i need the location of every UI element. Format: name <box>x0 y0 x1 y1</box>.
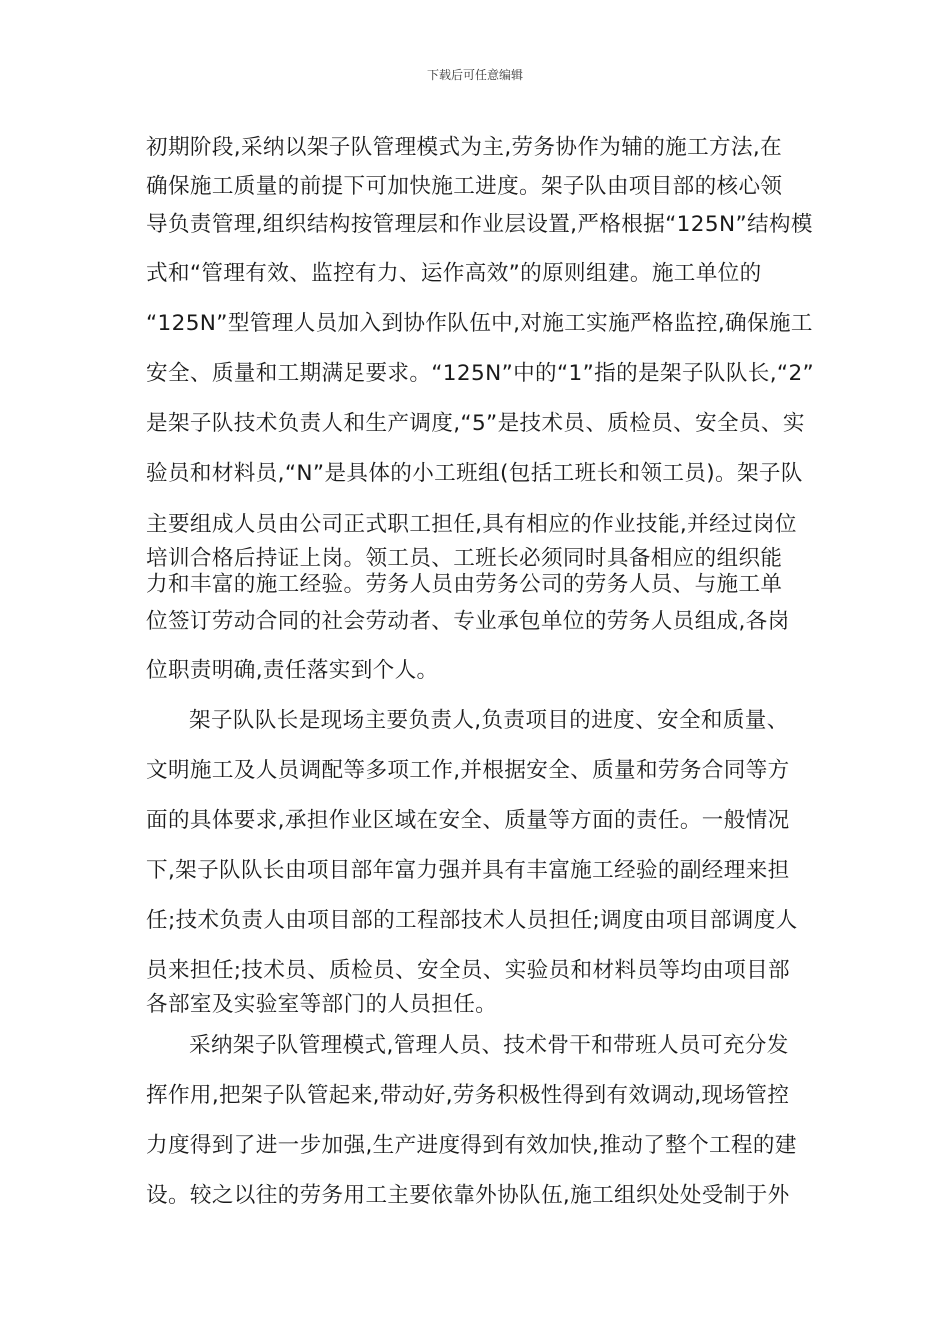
text-line: 文明施工及人员调配等多项工作,并根据安全、质量和劳务合同等方 <box>146 758 790 783</box>
text-line: 各部室及实验室等部门的人员担任。 <box>146 992 498 1017</box>
text-line: 安全、质量和工期满足要求。“125N”中的“1”指的是架子队队长,“2” <box>146 361 815 386</box>
text-line: 员来担任;技术员、质检员、安全员、实验员和材料员等均由项目部 <box>146 958 790 983</box>
paragraph-first-line: 架子队队长是现场主要负责人,负责项目的进度、安全和质量、 <box>189 708 789 733</box>
text-line: 下,架子队队长由项目部年富力强并具有丰富施工经验的副经理来担 <box>146 858 790 883</box>
text-line: 式和“管理有效、监控有力、运作高效”的原则组建。施工单位的 <box>146 261 762 286</box>
text-line: “125N”型管理人员加入到协作队伍中,对施工实施严格监控,确保施工 <box>146 311 813 336</box>
text-line: 位职责明确,责任落实到个人。 <box>146 658 439 683</box>
text-line: 导负责管理,组织结构按管理层和作业层设置,严格根据“125N”结构模 <box>146 212 813 237</box>
page-header: 下载后可任意编辑 <box>426 68 523 82</box>
text-line: 面的具体要求,承担作业区域在安全、质量等方面的责任。一般情况 <box>146 808 790 833</box>
text-line: 设。较之以往的劳务用工主要依靠外协队伍,施工组织处处受制于外 <box>146 1183 790 1208</box>
text-line: 挥作用,把架子队管起来,带动好,劳务积极性得到有效调动,现场管控 <box>146 1083 790 1108</box>
text-line: 任;技术负责人由项目部的工程部技术人员担任;调度由项目部调度人 <box>146 908 798 933</box>
text-line: 力度得到了进一步加强,生产进度得到有效加快,推动了整个工程的建 <box>146 1133 797 1158</box>
text-line: 确保施工质量的前提下可加快施工进度。架子队由项目部的核心领 <box>146 174 783 199</box>
text-line: 主要组成人员由公司正式职工担任,具有相应的作业技能,并经过岗位 <box>146 512 797 537</box>
text-line: 初期阶段,采纳以架子队管理模式为主,劳务协作为辅的施工方法,在 <box>146 135 783 160</box>
text-line: 培训合格后持证上岗。领工员、工班长必须同时具备相应的组织能 <box>146 546 783 571</box>
text-line: 验员和材料员,“N”是具体的小工班组(包括工班长和领工员)。架子队 <box>146 461 803 486</box>
paragraph-first-line: 采纳架子队管理模式,管理人员、技术骨干和带班人员可充分发 <box>189 1033 789 1058</box>
text-line: 是架子队技术负责人和生产调度,“5”是技术员、质检员、安全员、实 <box>146 411 805 436</box>
text-line: 力和丰富的施工经验。劳务人员由劳务公司的劳务人员、与施工单 <box>146 572 783 597</box>
text-line: 位签订劳动合同的社会劳动者、专业承包单位的劳务人员组成,各岗 <box>146 609 790 634</box>
